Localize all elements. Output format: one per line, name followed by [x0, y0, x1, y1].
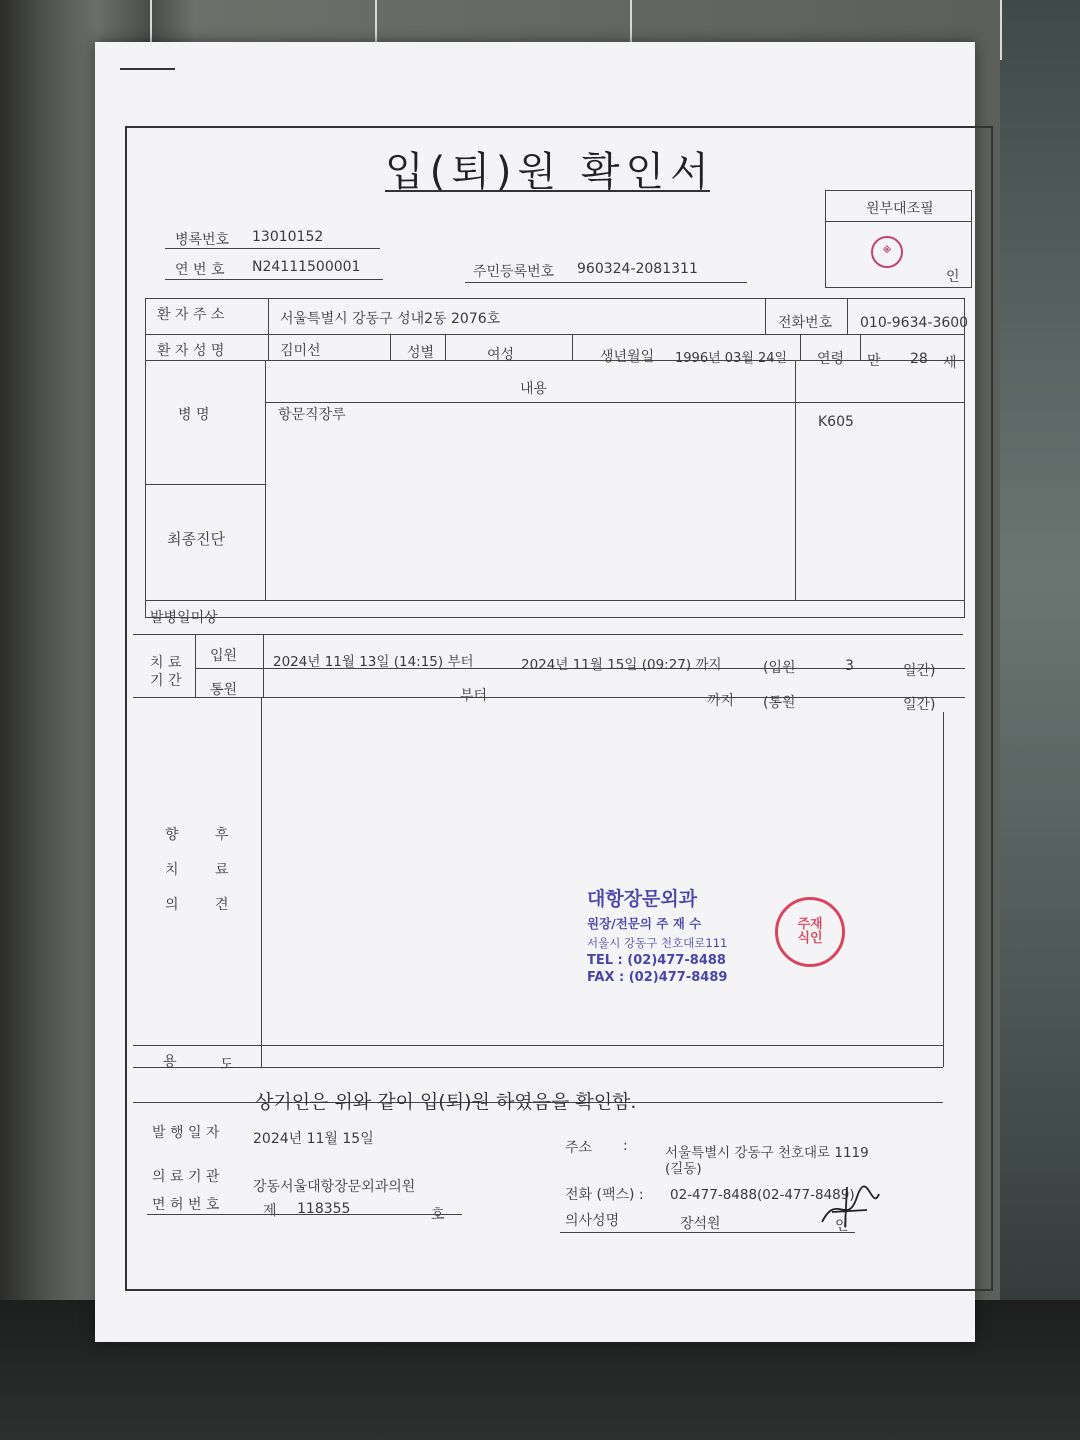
approval-box-label: 원부대조필 [866, 201, 934, 217]
stamp-line: FAX : (02)477-8489 [587, 970, 728, 985]
resident-id-label: 주민등록번호 [473, 264, 555, 280]
approval-stamp: ※ [871, 236, 903, 268]
corner-mark [120, 68, 175, 70]
age-prefix: 만 [867, 353, 881, 369]
title-underline [385, 190, 710, 192]
clinic-phone: 02-477-8488(02-477-8489) [670, 1187, 855, 1203]
clinic-phone-label: 전화 (팩스) : [565, 1187, 644, 1203]
registration-label: 병록번호 [175, 232, 230, 248]
serial-no: N24111500001 [252, 259, 361, 275]
purpose-label-1: 용 [163, 1054, 177, 1070]
underline [465, 282, 747, 283]
institution-label: 의 료 기 관 [152, 1169, 220, 1185]
clinic-address: 서울특별시 강동구 천호대로 1119 [665, 1145, 869, 1161]
opinion-char: 치 [165, 862, 179, 878]
doctor-seal-mark: 인 [835, 1218, 849, 1234]
approval-box [825, 190, 972, 288]
admission-days-suffix: 일간) [903, 663, 936, 679]
age-label: 연령 [817, 351, 845, 367]
serial-label: 연 번 호 [175, 262, 225, 278]
age-value: 28 [910, 351, 928, 367]
disease-label: 병 명 [178, 407, 210, 423]
opinion-char: 견 [215, 897, 229, 913]
final-dx-label: 최종진단 [167, 530, 225, 548]
license-suffix: 호 [431, 1207, 445, 1223]
stamp-line: 대항장문외과 [587, 888, 698, 910]
address-label: 환 자 주 소 [157, 307, 225, 323]
license-label: 면 허 번 호 [152, 1197, 220, 1213]
outpatient-days-prefix: (통원 [763, 695, 796, 711]
underline [165, 248, 380, 249]
name-label: 환 자 성 명 [157, 343, 225, 359]
phone-value: 010-9634-3600 [860, 315, 969, 331]
clinic-address-2: (길동) [665, 1161, 702, 1177]
background-wall [1000, 0, 1080, 1440]
hanging-wire [1000, 0, 1002, 60]
outpatient-days-suffix: 일간) [903, 697, 936, 713]
admission-from: 2024년 11월 13일 (14:15) 부터 [273, 654, 474, 670]
license-prefix: 제 [263, 1203, 277, 1219]
opinion-char: 후 [215, 827, 229, 843]
resident-id: 960324-2081311 [577, 261, 698, 277]
doctor-label: 의사성명 [565, 1213, 620, 1229]
opinion-char: 향 [165, 827, 179, 843]
name-value: 김미선 [280, 343, 321, 359]
license-no: 118355 [297, 1201, 351, 1217]
stamp-line: 원장/전문의 주 재 수 [587, 916, 702, 931]
sex-label: 성별 [407, 345, 435, 361]
treatment-label-1: 치 료 [150, 655, 182, 671]
clinic-stamp [587, 884, 759, 985]
admission-days-prefix: (입원 [763, 660, 796, 676]
content-header: 내용 [520, 381, 548, 397]
onset-label: 발병일미상 [150, 610, 218, 626]
underline [147, 1214, 462, 1215]
admission-label: 입원 [210, 648, 238, 664]
sex-value: 여성 [487, 347, 515, 363]
disease-value: 항문직장루 [278, 407, 346, 423]
underline [165, 279, 383, 280]
institution: 강동서울대항장문외과의원 [253, 1179, 416, 1195]
round-seal [775, 897, 845, 967]
outpatient-label: 통원 [210, 682, 238, 698]
round-seal-text: 주재식인 [797, 917, 823, 946]
issue-date-label: 발 행 일 자 [152, 1125, 220, 1141]
treatment-label-2: 기 간 [150, 673, 182, 689]
doctor-signature [817, 1182, 887, 1232]
outpatient-to: 까지 [707, 693, 735, 709]
stamp-line: TEL : (02)477-8488 [587, 953, 726, 968]
opinion-char: 료 [215, 862, 229, 878]
outpatient-from: 부터 [460, 688, 488, 704]
registration-no: 13010152 [252, 229, 324, 245]
opinion-char: 의 [165, 897, 179, 913]
underline [560, 1232, 855, 1233]
statement: 상기인은 위와 같이 입(퇴)원 하였음을 확인함. [255, 1091, 637, 1113]
dob-value: 1996년 03월 24일 [675, 351, 788, 366]
document-sheet [95, 42, 975, 1342]
stamp-line: 서울시 강동구 천호대로111 [587, 936, 728, 950]
issue-date: 2024년 11월 15일 [253, 1131, 374, 1147]
clinic-address-label: 주소 [565, 1140, 593, 1156]
purpose-label-2: 도 [220, 1057, 234, 1073]
clinic-address-sep: : [623, 1138, 628, 1154]
disease-code: K605 [818, 414, 854, 430]
approval-stamp-mark: 인 [946, 269, 960, 285]
admission-to: 2024년 11월 15일 (09:27) 까지 [521, 657, 722, 673]
document-title: 입(퇴)원 확인서 [385, 149, 715, 195]
address-value: 서울특별시 강동구 성내2동 2076호 [280, 311, 501, 327]
age-suffix: 세 [943, 355, 957, 371]
doctor-name: 장석원 [680, 1216, 721, 1232]
admission-days: 3 [845, 658, 854, 674]
phone-label: 전화번호 [778, 315, 833, 331]
dob-label: 생년월일 [600, 349, 655, 365]
